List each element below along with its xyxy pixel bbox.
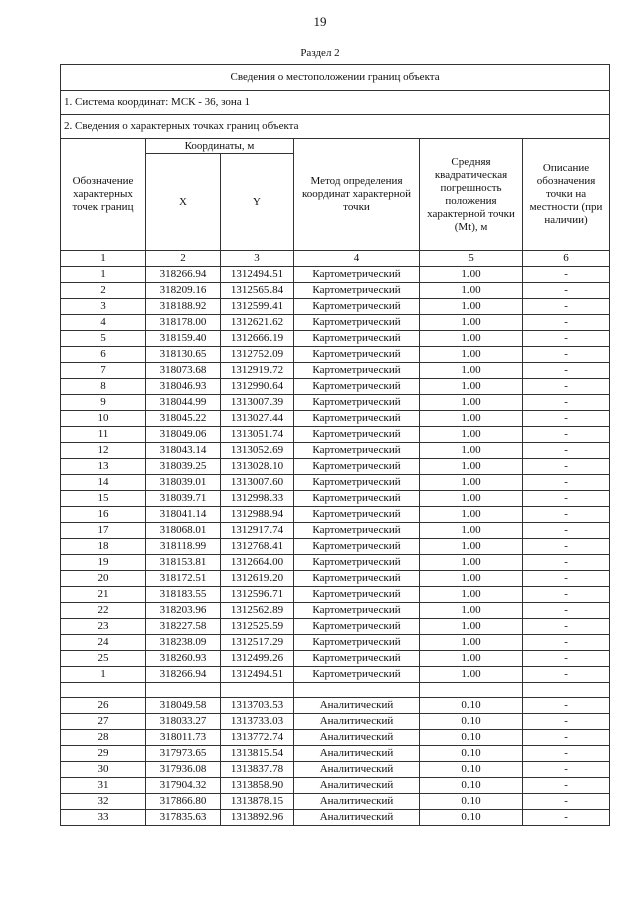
coord-x: 318046.93	[146, 379, 221, 395]
point-number: 31	[61, 778, 146, 794]
column-number: 1	[61, 251, 146, 267]
table-row	[61, 619, 610, 635]
mean-error: 1.00	[420, 603, 523, 619]
table-row	[61, 587, 610, 603]
point-description: -	[523, 810, 610, 826]
point-number: 19	[61, 555, 146, 571]
point-description: -	[523, 299, 610, 315]
table-row	[61, 698, 610, 714]
coord-x: 318188.92	[146, 299, 221, 315]
table-row	[61, 730, 610, 746]
point-number: 15	[61, 491, 146, 507]
point-number: 24	[61, 635, 146, 651]
method: Картометрический	[294, 507, 420, 523]
coord-y: 1312917.74	[221, 523, 294, 539]
method: Картометрический	[294, 523, 420, 539]
coord-y: 1313815.54	[221, 746, 294, 762]
method: Картометрический	[294, 603, 420, 619]
column-number: 5	[420, 251, 523, 267]
coord-x: 317973.65	[146, 746, 221, 762]
point-number: 32	[61, 794, 146, 810]
column-number: 3	[221, 251, 294, 267]
table-row	[61, 635, 610, 651]
coord-x: 318183.55	[146, 587, 221, 603]
empty-cell	[146, 683, 221, 698]
mean-error: 1.00	[420, 395, 523, 411]
method: Картометрический	[294, 619, 420, 635]
coord-x: 318045.22	[146, 411, 221, 427]
coord-x: 317904.32	[146, 778, 221, 794]
mean-error: 0.10	[420, 746, 523, 762]
table-row	[61, 267, 610, 283]
point-number: 5	[61, 331, 146, 347]
header-coordinates: Координаты, м	[146, 139, 294, 154]
coord-x: 318043.14	[146, 443, 221, 459]
mean-error: 1.00	[420, 315, 523, 331]
point-description: -	[523, 794, 610, 810]
point-description: -	[523, 730, 610, 746]
coord-y: 1312599.41	[221, 299, 294, 315]
coord-y: 1312565.84	[221, 283, 294, 299]
point-description: -	[523, 778, 610, 794]
coord-x: 318209.16	[146, 283, 221, 299]
method: Аналитический	[294, 714, 420, 730]
point-number: 1	[61, 667, 146, 683]
mean-error: 0.10	[420, 698, 523, 714]
mean-error: 1.00	[420, 363, 523, 379]
column-number: 2	[146, 251, 221, 267]
mean-error: 1.00	[420, 299, 523, 315]
mean-error: 0.10	[420, 762, 523, 778]
coord-y: 1312998.33	[221, 491, 294, 507]
point-description: -	[523, 539, 610, 555]
empty-cell	[294, 683, 420, 698]
table-row	[61, 651, 610, 667]
mean-error: 1.00	[420, 571, 523, 587]
coord-x: 318153.81	[146, 555, 221, 571]
mean-error: 1.00	[420, 411, 523, 427]
mean-error: 1.00	[420, 267, 523, 283]
mean-error: 1.00	[420, 427, 523, 443]
coord-y: 1313772.74	[221, 730, 294, 746]
point-description: -	[523, 427, 610, 443]
method: Картометрический	[294, 635, 420, 651]
coord-y: 1313027.44	[221, 411, 294, 427]
method: Аналитический	[294, 762, 420, 778]
point-description: -	[523, 635, 610, 651]
point-number: 23	[61, 619, 146, 635]
point-description: -	[523, 555, 610, 571]
table-row	[61, 331, 610, 347]
coord-y: 1312596.71	[221, 587, 294, 603]
mean-error: 1.00	[420, 587, 523, 603]
point-description: -	[523, 331, 610, 347]
mean-error: 1.00	[420, 475, 523, 491]
coord-x: 318041.14	[146, 507, 221, 523]
method: Картометрический	[294, 315, 420, 331]
header-y: Y	[221, 154, 294, 251]
table-row	[61, 667, 610, 683]
coord-y: 1312666.19	[221, 331, 294, 347]
table-row	[61, 379, 610, 395]
point-number: 2	[61, 283, 146, 299]
mean-error: 0.10	[420, 794, 523, 810]
point-number: 26	[61, 698, 146, 714]
coord-y: 1312752.09	[221, 347, 294, 363]
section-label: Раздел 2	[300, 47, 340, 59]
coord-y: 1312494.51	[221, 667, 294, 683]
mean-error: 1.00	[420, 507, 523, 523]
coord-x: 318049.06	[146, 427, 221, 443]
point-number: 6	[61, 347, 146, 363]
point-description: -	[523, 651, 610, 667]
point-description: -	[523, 523, 610, 539]
mean-error: 1.00	[420, 651, 523, 667]
mean-error: 1.00	[420, 443, 523, 459]
separator-row	[61, 683, 610, 698]
mean-error: 1.00	[420, 331, 523, 347]
point-number: 3	[61, 299, 146, 315]
table-row	[61, 762, 610, 778]
header-x: X	[146, 154, 221, 251]
method: Картометрический	[294, 443, 420, 459]
mean-error: 1.00	[420, 347, 523, 363]
point-number: 9	[61, 395, 146, 411]
coord-y: 1313733.03	[221, 714, 294, 730]
method: Картометрический	[294, 379, 420, 395]
table-row	[61, 523, 610, 539]
method: Аналитический	[294, 698, 420, 714]
coord-x: 318039.71	[146, 491, 221, 507]
point-number: 27	[61, 714, 146, 730]
coordinate-system-line: 1. Система координат: МСК - 36, зона 1	[61, 91, 610, 115]
point-description: -	[523, 395, 610, 411]
point-description: -	[523, 459, 610, 475]
coord-y: 1313051.74	[221, 427, 294, 443]
method: Картометрический	[294, 667, 420, 683]
coord-y: 1312494.51	[221, 267, 294, 283]
point-description: -	[523, 491, 610, 507]
coord-y: 1312988.94	[221, 507, 294, 523]
table-row	[61, 507, 610, 523]
table-title: Сведения о местоположении границ объекта	[61, 65, 610, 91]
table-row	[61, 283, 610, 299]
coord-x: 318266.94	[146, 267, 221, 283]
coord-y: 1313858.90	[221, 778, 294, 794]
coord-x: 318039.01	[146, 475, 221, 491]
point-description: -	[523, 315, 610, 331]
point-description: -	[523, 475, 610, 491]
coord-x: 318203.96	[146, 603, 221, 619]
method: Картометрический	[294, 587, 420, 603]
table-row	[61, 491, 610, 507]
method: Картометрический	[294, 299, 420, 315]
point-number: 11	[61, 427, 146, 443]
point-description: -	[523, 379, 610, 395]
method: Картометрический	[294, 363, 420, 379]
coord-y: 1313837.78	[221, 762, 294, 778]
method: Картометрический	[294, 331, 420, 347]
coord-y: 1312562.89	[221, 603, 294, 619]
table-row	[61, 315, 610, 331]
point-description: -	[523, 571, 610, 587]
point-description: -	[523, 603, 610, 619]
mean-error: 0.10	[420, 778, 523, 794]
mean-error: 0.10	[420, 810, 523, 826]
coord-y: 1312664.00	[221, 555, 294, 571]
coord-x: 318073.68	[146, 363, 221, 379]
method: Аналитический	[294, 778, 420, 794]
method: Аналитический	[294, 730, 420, 746]
table-row	[61, 363, 610, 379]
point-number: 28	[61, 730, 146, 746]
point-number: 7	[61, 363, 146, 379]
coord-x: 318159.40	[146, 331, 221, 347]
table-row	[61, 475, 610, 491]
coord-y: 1313052.69	[221, 443, 294, 459]
mean-error: 0.10	[420, 730, 523, 746]
method: Картометрический	[294, 571, 420, 587]
table-row	[61, 411, 610, 427]
method: Картометрический	[294, 555, 420, 571]
table-row	[61, 299, 610, 315]
coord-y: 1313028.10	[221, 459, 294, 475]
table-row	[61, 603, 610, 619]
coord-x: 318260.93	[146, 651, 221, 667]
point-number: 33	[61, 810, 146, 826]
coord-y: 1312517.29	[221, 635, 294, 651]
empty-cell	[420, 683, 523, 698]
point-description: -	[523, 267, 610, 283]
point-number: 1	[61, 267, 146, 283]
coord-x: 318227.58	[146, 619, 221, 635]
mean-error: 1.00	[420, 523, 523, 539]
point-description: -	[523, 411, 610, 427]
point-description: -	[523, 507, 610, 523]
method: Картометрический	[294, 283, 420, 299]
point-number: 18	[61, 539, 146, 555]
header-error: Средняя квадратическая погрешность положения характерной точки (Mt), м	[420, 139, 523, 251]
mean-error: 1.00	[420, 283, 523, 299]
coord-x: 318044.99	[146, 395, 221, 411]
header-description: Описание обозначения точки на местности (при наличии)	[523, 139, 610, 251]
point-description: -	[523, 698, 610, 714]
coord-x: 318011.73	[146, 730, 221, 746]
point-number: 30	[61, 762, 146, 778]
method: Картометрический	[294, 491, 420, 507]
point-number: 20	[61, 571, 146, 587]
table-row	[61, 459, 610, 475]
point-description: -	[523, 762, 610, 778]
coord-y: 1313878.15	[221, 794, 294, 810]
method: Аналитический	[294, 810, 420, 826]
mean-error: 1.00	[420, 555, 523, 571]
method: Картометрический	[294, 267, 420, 283]
point-number: 4	[61, 315, 146, 331]
coord-y: 1312621.62	[221, 315, 294, 331]
method: Аналитический	[294, 746, 420, 762]
point-number: 29	[61, 746, 146, 762]
coord-x: 318118.99	[146, 539, 221, 555]
empty-cell	[523, 683, 610, 698]
column-numbers-row	[61, 251, 610, 267]
table-row	[61, 395, 610, 411]
point-number: 17	[61, 523, 146, 539]
coord-x: 318266.94	[146, 667, 221, 683]
page-number: 19	[313, 14, 327, 29]
mean-error: 1.00	[420, 539, 523, 555]
point-description: -	[523, 667, 610, 683]
mean-error: 1.00	[420, 491, 523, 507]
coord-x: 318039.25	[146, 459, 221, 475]
point-description: -	[523, 363, 610, 379]
coord-x: 317936.08	[146, 762, 221, 778]
point-number: 22	[61, 603, 146, 619]
table-row	[61, 347, 610, 363]
mean-error: 1.00	[420, 379, 523, 395]
coord-y: 1312919.72	[221, 363, 294, 379]
table-row	[61, 794, 610, 810]
empty-cell	[61, 683, 146, 698]
coord-x: 318068.01	[146, 523, 221, 539]
table-row	[61, 571, 610, 587]
coord-x: 318049.58	[146, 698, 221, 714]
header-method: Метод определения координат характерной точки	[294, 139, 420, 251]
table-row	[61, 746, 610, 762]
table-row	[61, 443, 610, 459]
coord-y: 1313892.96	[221, 810, 294, 826]
point-description: -	[523, 283, 610, 299]
method: Картометрический	[294, 395, 420, 411]
point-number: 21	[61, 587, 146, 603]
mean-error: 1.00	[420, 635, 523, 651]
table-row	[61, 778, 610, 794]
method: Картометрический	[294, 459, 420, 475]
coord-x: 318033.27	[146, 714, 221, 730]
coord-x: 317866.80	[146, 794, 221, 810]
point-description: -	[523, 746, 610, 762]
mean-error: 1.00	[420, 459, 523, 475]
coord-x: 318178.00	[146, 315, 221, 331]
boundary-points-table	[60, 64, 610, 826]
header-designation: Обозначение характерных точек границ	[61, 139, 146, 251]
point-description: -	[523, 443, 610, 459]
coord-x: 318238.09	[146, 635, 221, 651]
boundary-points-heading: 2. Сведения о характерных точках границ объекта	[61, 115, 610, 139]
coord-y: 1312990.64	[221, 379, 294, 395]
point-number: 8	[61, 379, 146, 395]
coord-y: 1313703.53	[221, 698, 294, 714]
point-number: 10	[61, 411, 146, 427]
column-number: 4	[294, 251, 420, 267]
method: Картометрический	[294, 475, 420, 491]
table-row	[61, 427, 610, 443]
method: Картометрический	[294, 539, 420, 555]
point-number: 12	[61, 443, 146, 459]
coord-y: 1313007.60	[221, 475, 294, 491]
method: Картометрический	[294, 651, 420, 667]
method: Картометрический	[294, 411, 420, 427]
point-number: 13	[61, 459, 146, 475]
table-row	[61, 555, 610, 571]
point-number: 14	[61, 475, 146, 491]
point-description: -	[523, 714, 610, 730]
point-number: 16	[61, 507, 146, 523]
empty-cell	[221, 683, 294, 698]
method: Картометрический	[294, 427, 420, 443]
point-number: 25	[61, 651, 146, 667]
point-description: -	[523, 619, 610, 635]
method: Картометрический	[294, 347, 420, 363]
coord-x: 318172.51	[146, 571, 221, 587]
coord-x: 318130.65	[146, 347, 221, 363]
table-row	[61, 810, 610, 826]
table-row	[61, 714, 610, 730]
coord-x: 317835.63	[146, 810, 221, 826]
mean-error: 1.00	[420, 667, 523, 683]
coord-y: 1312768.41	[221, 539, 294, 555]
coord-y: 1312619.20	[221, 571, 294, 587]
column-number: 6	[523, 251, 610, 267]
point-description: -	[523, 587, 610, 603]
table-row	[61, 539, 610, 555]
coord-y: 1312499.26	[221, 651, 294, 667]
coord-y: 1312525.59	[221, 619, 294, 635]
mean-error: 0.10	[420, 714, 523, 730]
method: Аналитический	[294, 794, 420, 810]
coord-y: 1313007.39	[221, 395, 294, 411]
mean-error: 1.00	[420, 619, 523, 635]
point-description: -	[523, 347, 610, 363]
